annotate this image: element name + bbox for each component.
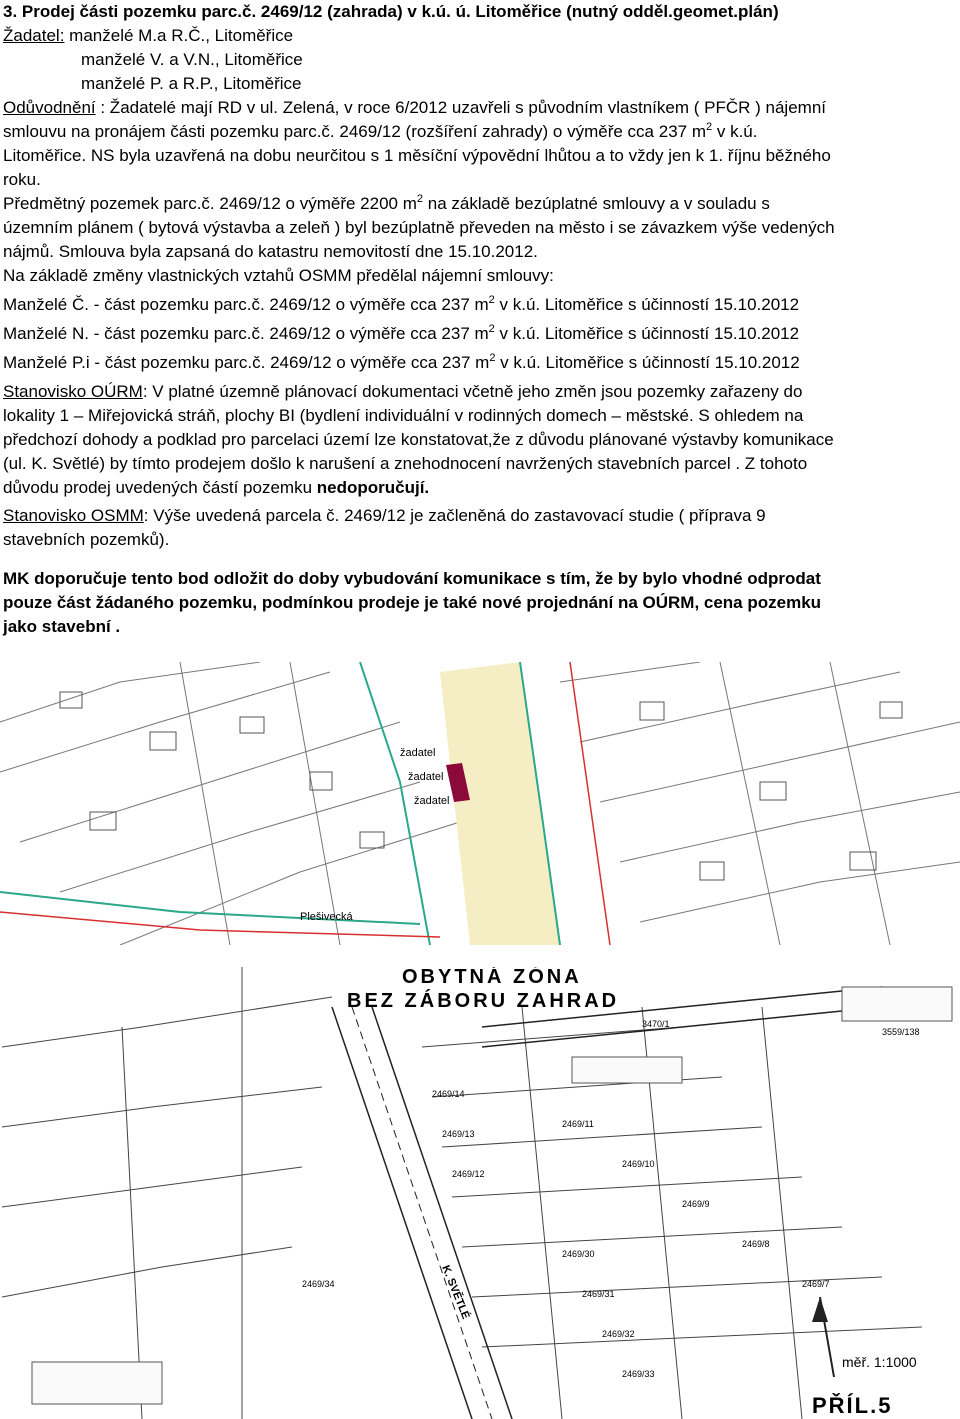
map1-label-applicant-2: žadatel <box>408 771 444 783</box>
ourm-line-1 <box>3 380 958 404</box>
map2-parcel-k: 2469/32 <box>602 1329 635 1339</box>
plot-text-1: Předmětný pozemek parc.č. 2469/12 o výměře 2200 m <box>3 194 417 213</box>
development-study-plan <box>2 967 958 1419</box>
ourm-label: Stanovisko OÚRM <box>3 382 143 401</box>
reason-line-3: Litoměřice. NS byla uzavřená na dobu neurčitou s 1 měsíční výpovědní lhůtou a to vždy jen k 1. říjnu běžného <box>3 146 831 165</box>
plot-sup: 2 <box>416 193 424 205</box>
map1-street-label: Plešivecká <box>300 911 353 923</box>
map2-parcel-l: 2469/33 <box>622 1369 655 1379</box>
map2-parcel-b: 2469/13 <box>442 1129 475 1139</box>
lease-2-text: Manželé N. - část pozemku parc.č. 2469/12 o výměře cca 237 m <box>3 324 489 343</box>
lease-1-end: v k.ú. Litoměřice s účinností 15.10.2012 <box>494 295 800 314</box>
map2-parcel-a: 2469/14 <box>432 1089 465 1099</box>
map2-parcel-f: 2469/9 <box>682 1199 710 1209</box>
lease-3-sup: 2 <box>489 352 496 364</box>
reason-text-2-end: v k.ú. <box>712 122 758 141</box>
lease-2-end: v k.ú. Litoměřice s účinností 15.10.2012 <box>494 324 800 343</box>
map1-label-applicant-1: žadatel <box>400 747 436 759</box>
applicants-row <box>3 24 958 48</box>
map2-parcel-top-right: 3559/138 <box>882 1027 920 1037</box>
reason-label: Odůvodnění <box>3 98 96 117</box>
change-intro: Na základě změny vlastnických vztahů OSMM předělal nájemní smlouvy: <box>3 266 554 285</box>
reason-line-1 <box>3 96 958 120</box>
ourm-line-5 <box>3 476 958 500</box>
lease-2 <box>3 322 958 346</box>
applicant-1: manželé M.a R.Č., Litoměřice <box>69 26 294 45</box>
map2-street-label: K. SVĚTLÉ <box>439 1263 472 1321</box>
applicants-label: Žadatel: <box>3 26 65 45</box>
reason-text-1: : Žadatelé mají RD v ul. Zelená, v roce 6/2012 uzavřeli s původním vlastníkem ( PFČR ) nájemní <box>95 98 826 117</box>
map2-appendix: PŘÍL.5 <box>812 1393 893 1418</box>
reason-text-2: smlouvu na pronájem části pozemku parc.č. 2469/12 (rozšíření zahrady) o výměře cca 237 m <box>3 122 706 141</box>
lease-3-text: Manželé P.i - část pozemku parc.č. 2469/12 o výměře cca 237 m <box>3 353 490 372</box>
cadastral-map <box>0 662 960 945</box>
document-text <box>3 0 958 639</box>
plot-text-1-end: na základě bezúplatné smlouvy a v souladu s <box>423 194 770 213</box>
ourm-text-5: důvodu prodej uvedených částí pozemku <box>3 478 317 497</box>
ourm-line-3: předchozí dohody a podklad pro parcelaci území lze konstatovat,že z důvodu plánované výstavby komunikace <box>3 430 834 449</box>
map2-title-1: OBYTNÁ ZÓNA <box>402 967 582 988</box>
lease-1-sup: 2 <box>488 294 495 306</box>
applicant-3: manželé P. a R.P., Litoměřice <box>81 74 302 93</box>
map2-parcel-h: 2469/7 <box>802 1279 830 1289</box>
lease-3-end: v k.ú. Litoměřice s účinností 15.10.2012 <box>495 353 800 372</box>
applicant-2: manželé V. a V.N., Litoměřice <box>81 50 303 69</box>
mk-line-2: pouze část žádaného pozemku, podmínkou prodeje je také nové projednání na OÚRM, cena pozemku <box>3 593 822 612</box>
map2-title-2: BEZ ZÁBORU ZAHRAD <box>347 990 620 1012</box>
lease-3 <box>3 351 958 375</box>
lease-2-sup: 2 <box>488 323 495 335</box>
map1-label-applicant-3: žadatel <box>414 795 450 807</box>
map2-scale: měř. 1:1000 <box>842 1354 917 1370</box>
osmm-label: Stanovisko OSMM <box>3 506 144 525</box>
item-heading: 3. Prodej části pozemku parc.č. 2469/12 (zahrada) v k.ú. ú. Litoměřice (nutný odděl.geomet.plán) <box>3 2 779 21</box>
map2-parcel-j: 2469/31 <box>582 1289 615 1299</box>
map2-parcel-i: 2469/30 <box>562 1249 595 1259</box>
map2-parcel-d: 2469/11 <box>562 1119 594 1129</box>
osmm-text-1: : Výše uvedená parcela č. 2469/12 je začleněná do zastavovací studie ( příprava 9 <box>143 506 766 525</box>
osmm-line-1 <box>3 504 958 528</box>
lease-1-text: Manželé Č. - část pozemku parc.č. 2469/12 o výměře cca 237 m <box>3 295 489 314</box>
lease-1 <box>3 293 958 317</box>
plot-line-2: územním plánem ( bytová výstavba a zeleň ) byl bezúplatně převeden na město i se závazkem výše vedených <box>3 218 835 237</box>
map2-parcel-top: 3470/1 <box>642 1019 670 1029</box>
map2-parcel-c: 2469/12 <box>452 1169 485 1179</box>
ourm-text-1: : V platné územně plánovací dokumentaci včetně jeho změn jsou pozemky zařazeny do <box>142 382 803 401</box>
map2-parcel-m: 2469/34 <box>302 1279 335 1289</box>
reason-line-4: roku. <box>3 170 41 189</box>
ourm-line-4: (ul. K. Světlé) by tímto prodejem došlo k narušení a znehodnocení navržených stavebních parcel . Z tohoto <box>3 454 808 473</box>
mk-line-1: MK doporučuje tento bod odložit do doby vybudování komunikace s tím, že by bylo vhodné odprodat <box>3 569 821 588</box>
reason-line-2 <box>3 120 958 144</box>
plot-line-3: nájmů. Smlouva byla zapsaná do katastru nemovitostí dne 15.10.2012. <box>3 242 538 261</box>
plot-line-1 <box>3 192 958 216</box>
map2-parcel-g: 2469/8 <box>742 1239 770 1249</box>
ourm-verdict: nedoporučují. <box>316 478 430 497</box>
reason-sup: 2 <box>706 121 713 133</box>
ourm-line-2: lokality 1 – Miřejovická stráň, plochy BI (bydlení individuální v rodinných domech – městské. S ohledem na <box>3 406 804 425</box>
mk-line-3: jako stavební . <box>3 617 121 636</box>
map2-parcel-e: 2469/10 <box>622 1159 655 1169</box>
osmm-line-2: stavebních pozemků). <box>3 530 170 549</box>
